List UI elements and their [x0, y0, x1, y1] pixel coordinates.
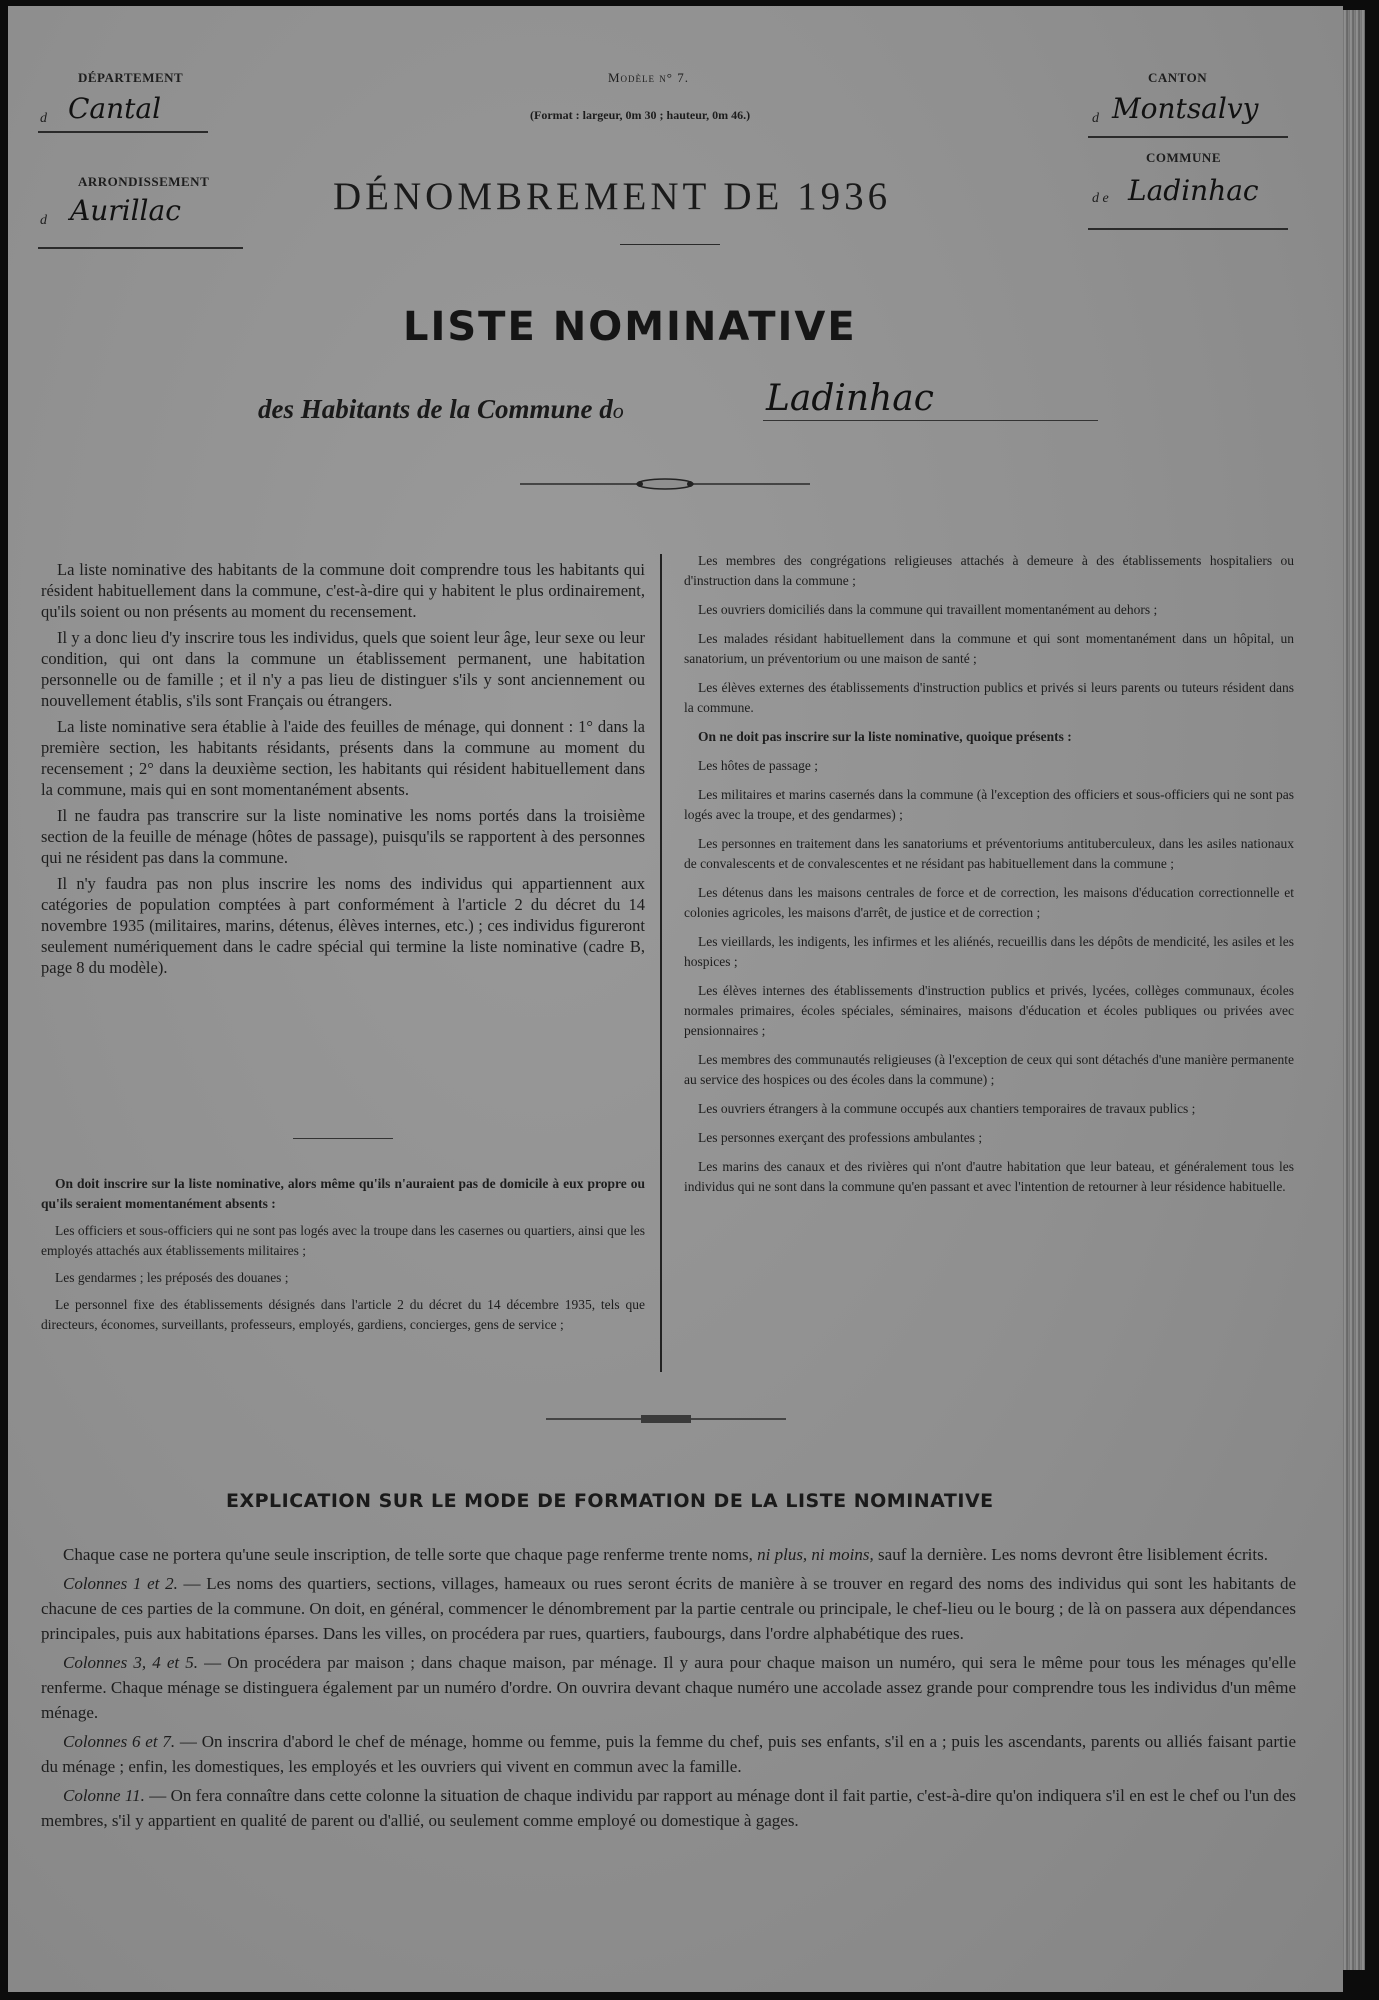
page-edge: [1343, 10, 1365, 1970]
commune-label: COMMUNE: [1146, 150, 1221, 165]
commune-prefix: d e: [1092, 191, 1109, 206]
colonne-text: — On fera connaître dans cette colonne la situation de chaque individu par rapport au ménage dont il fait partie, c'est-à-dire qu'on indiquera s'il en est le chef ou l'un des membres, s'il y appartient en qualité de parent ou d'allié, ou seulement comme employé ou domestique à gages.: [41, 1786, 1296, 1830]
inscrire-item: Le personnel fixe des établissements désignés dans l'article 2 du décret du 14 décembre 1935, tels que directeurs, économes, surveillants, professeurs, employés, gardiens, concierges, gens de service ;: [41, 1297, 645, 1332]
explication-paragraph: [41, 1542, 1296, 1567]
canton-prefix: d: [1092, 111, 1099, 126]
right-item: Les détenus dans les maisons centrales de force et de correction, les maisons d'éducation correctionnelle et colonies agricoles, les maisons d'arrêt, de justice et de correction ;: [684, 885, 1294, 920]
inscrire-section: [41, 1174, 645, 1342]
denombrement-title: DÉNOMBREMENT DE 1936: [333, 175, 892, 218]
right-item: Les ouvriers domiciliés dans la commune qui travaillent momentanément au dehors ;: [698, 602, 1158, 617]
right-item: Les militaires et marins casernés dans la commune (à l'exception des officiers et sous-officiers qui ne sont pas logés avec la troupe, et des gendarmes) ;: [684, 787, 1294, 822]
habitants-subtitle-suffix: o: [612, 398, 624, 423]
colonnes-text: — On inscrira d'abord le chef de ménage, homme ou femme, puis la femme du chef, puis ses enfants, s'il en a ; puis les ascendants, parents ou alliés faisant partie du ménage ; enfin, les domestiques, les employés et les ouvriers qui vivent en commun avec la famille.: [41, 1732, 1296, 1776]
departement-value: Cantal: [68, 92, 162, 125]
inscrire-heading: On doit inscrire sur la liste nominative, alors même qu'ils n'auraient pas de domicile à eux propre ou qu'ils seraient momentanément absents :: [41, 1176, 645, 1211]
colonnes-label: Colonnes 3, 4 et 5.: [63, 1653, 198, 1672]
explication-p1c: sauf la dernière. Les noms devront être lisiblement écrits.: [878, 1545, 1268, 1564]
colonne-label: Colonne 11.: [63, 1786, 145, 1805]
explication-p1a: Chaque case ne portera qu'une seule inscription, de telle sorte que chaque page renferme trente noms,: [63, 1545, 753, 1564]
commune-handwritten: Ladinhac: [766, 378, 934, 419]
colonnes-text: — On procédera par maison ; dans chaque maison, par ménage. Il y aura pour chaque maison un numéro, qui sera le même pour tous les ménages qu'elle renferme. Chaque ménage se distinguera également par un numéro d'ordre. On ouvrira devant chaque numéro une accolade assez grande pour comprendre tous les individus d'un même ménage.: [41, 1653, 1297, 1722]
departement-label: DÉPARTEMENT: [78, 70, 184, 85]
arrondissement-label: ARRONDISSEMENT: [78, 174, 210, 189]
format-note: (Format : largeur, 0m 30 ; hauteur, 0m 46.): [530, 108, 751, 122]
left-paragraph: La liste nominative sera établie à l'aide des feuilles de ménage, qui donnent : 1° dans la première section, les habitants résidants, présents dans la commune au moment du recensement ; 2° dans la deuxième section, les habitants qui résident habituellement dans la commune, mais qui en sont momentanément absents.: [41, 717, 645, 799]
habitants-subtitle: [258, 394, 624, 425]
right-item: Les élèves externes des établissements d'instruction publics et privés si leurs parents ou tuteurs résident dans la commune.: [684, 680, 1294, 715]
liste-nominative-title: LISTE NOMINATIVE: [403, 304, 857, 350]
departement-prefix: d: [40, 111, 47, 126]
right-item: Les marins des canaux et des rivières qui n'ont d'autre habitation que leur bateau, et généralement tous les individus qui ne sont dans la commune qu'en passant et avec l'intention de retourner à leur résidence habituelle.: [684, 1159, 1294, 1194]
explication-paragraph: [41, 1783, 1296, 1833]
explication-heading: EXPLICATION SUR LE MODE DE FORMATION DE LA LISTE NOMINATIVE: [226, 1490, 994, 1512]
left-paragraph: Il n'y faudra pas non plus inscrire les noms des individus qui appartiennent aux catégories de population comptées à part conformément à l'article 2 du décret du 14 novembre 1935 (militaires, marins, détenus, élèves internes, etc.) ; ces individus figureront seulement numériquement dans le cadre spécial qui termine la liste nominative (cadre B, page 8 du modèle).: [41, 874, 645, 977]
left-column-text: [41, 559, 645, 983]
ornament-divider-2: [546, 1412, 786, 1426]
canton-rule: [1088, 136, 1288, 138]
right-item: Les membres des communautés religieuses (à l'exception de ceux qui sont détachés d'une manière permanente au service des hospices ou des écoles dans la commune) ;: [684, 1052, 1294, 1087]
arrondissement-rule: [38, 247, 243, 249]
modele-number: Modèle n° 7.: [608, 70, 689, 85]
arrondissement-value: Aurillac: [70, 194, 181, 227]
explication-paragraph: [41, 1650, 1296, 1725]
ornament-divider: [520, 476, 810, 492]
right-item: Les malades résidant habituellement dans la commune et qui sont momentanément dans un hôpital, un sanatorium, un préventorium ou une maison de santé ;: [684, 631, 1294, 666]
left-paragraph: La liste nominative des habitants de la commune doit comprendre tous les habitants qui résident habituellement dans la commune, c'est-à-dire qui y habitent le plus ordinairement, qu'ils soient ou non présents au moment du recensement.: [41, 560, 645, 621]
inscrire-item: Les gendarmes ; les préposés des douanes ;: [55, 1270, 289, 1285]
column-divider: [660, 554, 662, 1372]
explication-paragraph: [41, 1571, 1296, 1646]
explication-paragraph: [41, 1729, 1296, 1779]
commune-rule: [1088, 228, 1288, 230]
right-item: Les personnes exerçant des professions ambulantes ;: [698, 1130, 983, 1145]
right-item: Les membres des congrégations religieuses attachés à demeure à des établissements hospitaliers ou d'instruction dans la commune ;: [684, 553, 1294, 588]
right-item: Les ouvriers étrangers à la commune occupés aux chantiers temporaires de travaux publics ;: [698, 1101, 1196, 1116]
right-column-text: [684, 551, 1294, 1206]
ne-doit-heading: On ne doit pas inscrire sur la liste nominative, quoique présents :: [698, 729, 1072, 744]
arrondissement-prefix: d: [40, 213, 47, 228]
colonnes-label: Colonnes 1 et 2.: [63, 1574, 178, 1593]
explication-text: [41, 1542, 1296, 1837]
inscrire-item: Les officiers et sous-officiers qui ne sont pas logés avec la troupe dans les casernes ou quartiers, ainsi que les employés attachés aux établissements militaires ;: [41, 1223, 645, 1258]
habitants-subtitle-text: des Habitants de la Commune d: [258, 394, 613, 424]
colonnes-text: — Les noms des quartiers, sections, villages, hameaux ou rues seront écrits de manière à se trouver en regard des noms des individus qui sont les habitants de chacune de ces parties de la commune. On doit, en général, commencer le dénombrement par la partie centrale ou principale, le chef-lieu ou le bourg ; de là on passera aux dépendances principales, puis aux habitations éparses. Dans les villes, on procédera par rues, quartiers, faubourgs, dans l'ordre alphabétique des rues.: [41, 1574, 1297, 1643]
right-item: Les hôtes de passage ;: [698, 758, 818, 773]
explication-p1b: ni plus, ni moins,: [757, 1545, 874, 1564]
right-item: Les élèves internes des établissements d'instruction publics et privés, lycées, collèges communaux, écoles normales primaires, écoles spéciales, séminaires, maisons d'éducation et écoles publiques ou privées avec pensionnaires ;: [684, 983, 1294, 1038]
colonnes-label: Colonnes 6 et 7.: [63, 1732, 176, 1751]
canton-label: CANTON: [1148, 70, 1208, 85]
departement-rule: [38, 131, 208, 133]
subtitle-rule: [763, 420, 1098, 421]
right-item: Les vieillards, les indigents, les infirmes et les aliénés, recueillis dans les dépôts de mendicité, les asiles et les hospices ;: [684, 934, 1294, 969]
left-paragraph: Il ne faudra pas transcrire sur la liste nominative les noms portés dans la troisième section de la feuille de ménage (hôtes de passage), puisqu'ils se rapportent à des personnes qui ne résident pas dans la commune.: [41, 806, 645, 867]
right-item: Les personnes en traitement dans les sanatoriums et préventoriums antituberculeux, dans les asiles nationaux de convalescents et de convalescentes et ne résidant pas habituellement dans la commune ;: [684, 836, 1294, 871]
title-rule: [620, 244, 720, 245]
document-page: [8, 6, 1343, 1992]
commune-value: Ladinhac: [1128, 174, 1259, 207]
left-column-rule: [293, 1138, 393, 1139]
left-paragraph: Il y a donc lieu d'y inscrire tous les individus, quels que soient leur âge, leur sexe ou leur condition, qui ont dans la commune un établissement permanent, une habitation personnelle ou de famille ; et il n'y a pas lieu de distinguer s'ils y sont anciennement ou nouvellement établis, s'ils sont Français ou étrangers.: [41, 628, 645, 710]
canton-value: Montsalvy: [1112, 92, 1259, 125]
